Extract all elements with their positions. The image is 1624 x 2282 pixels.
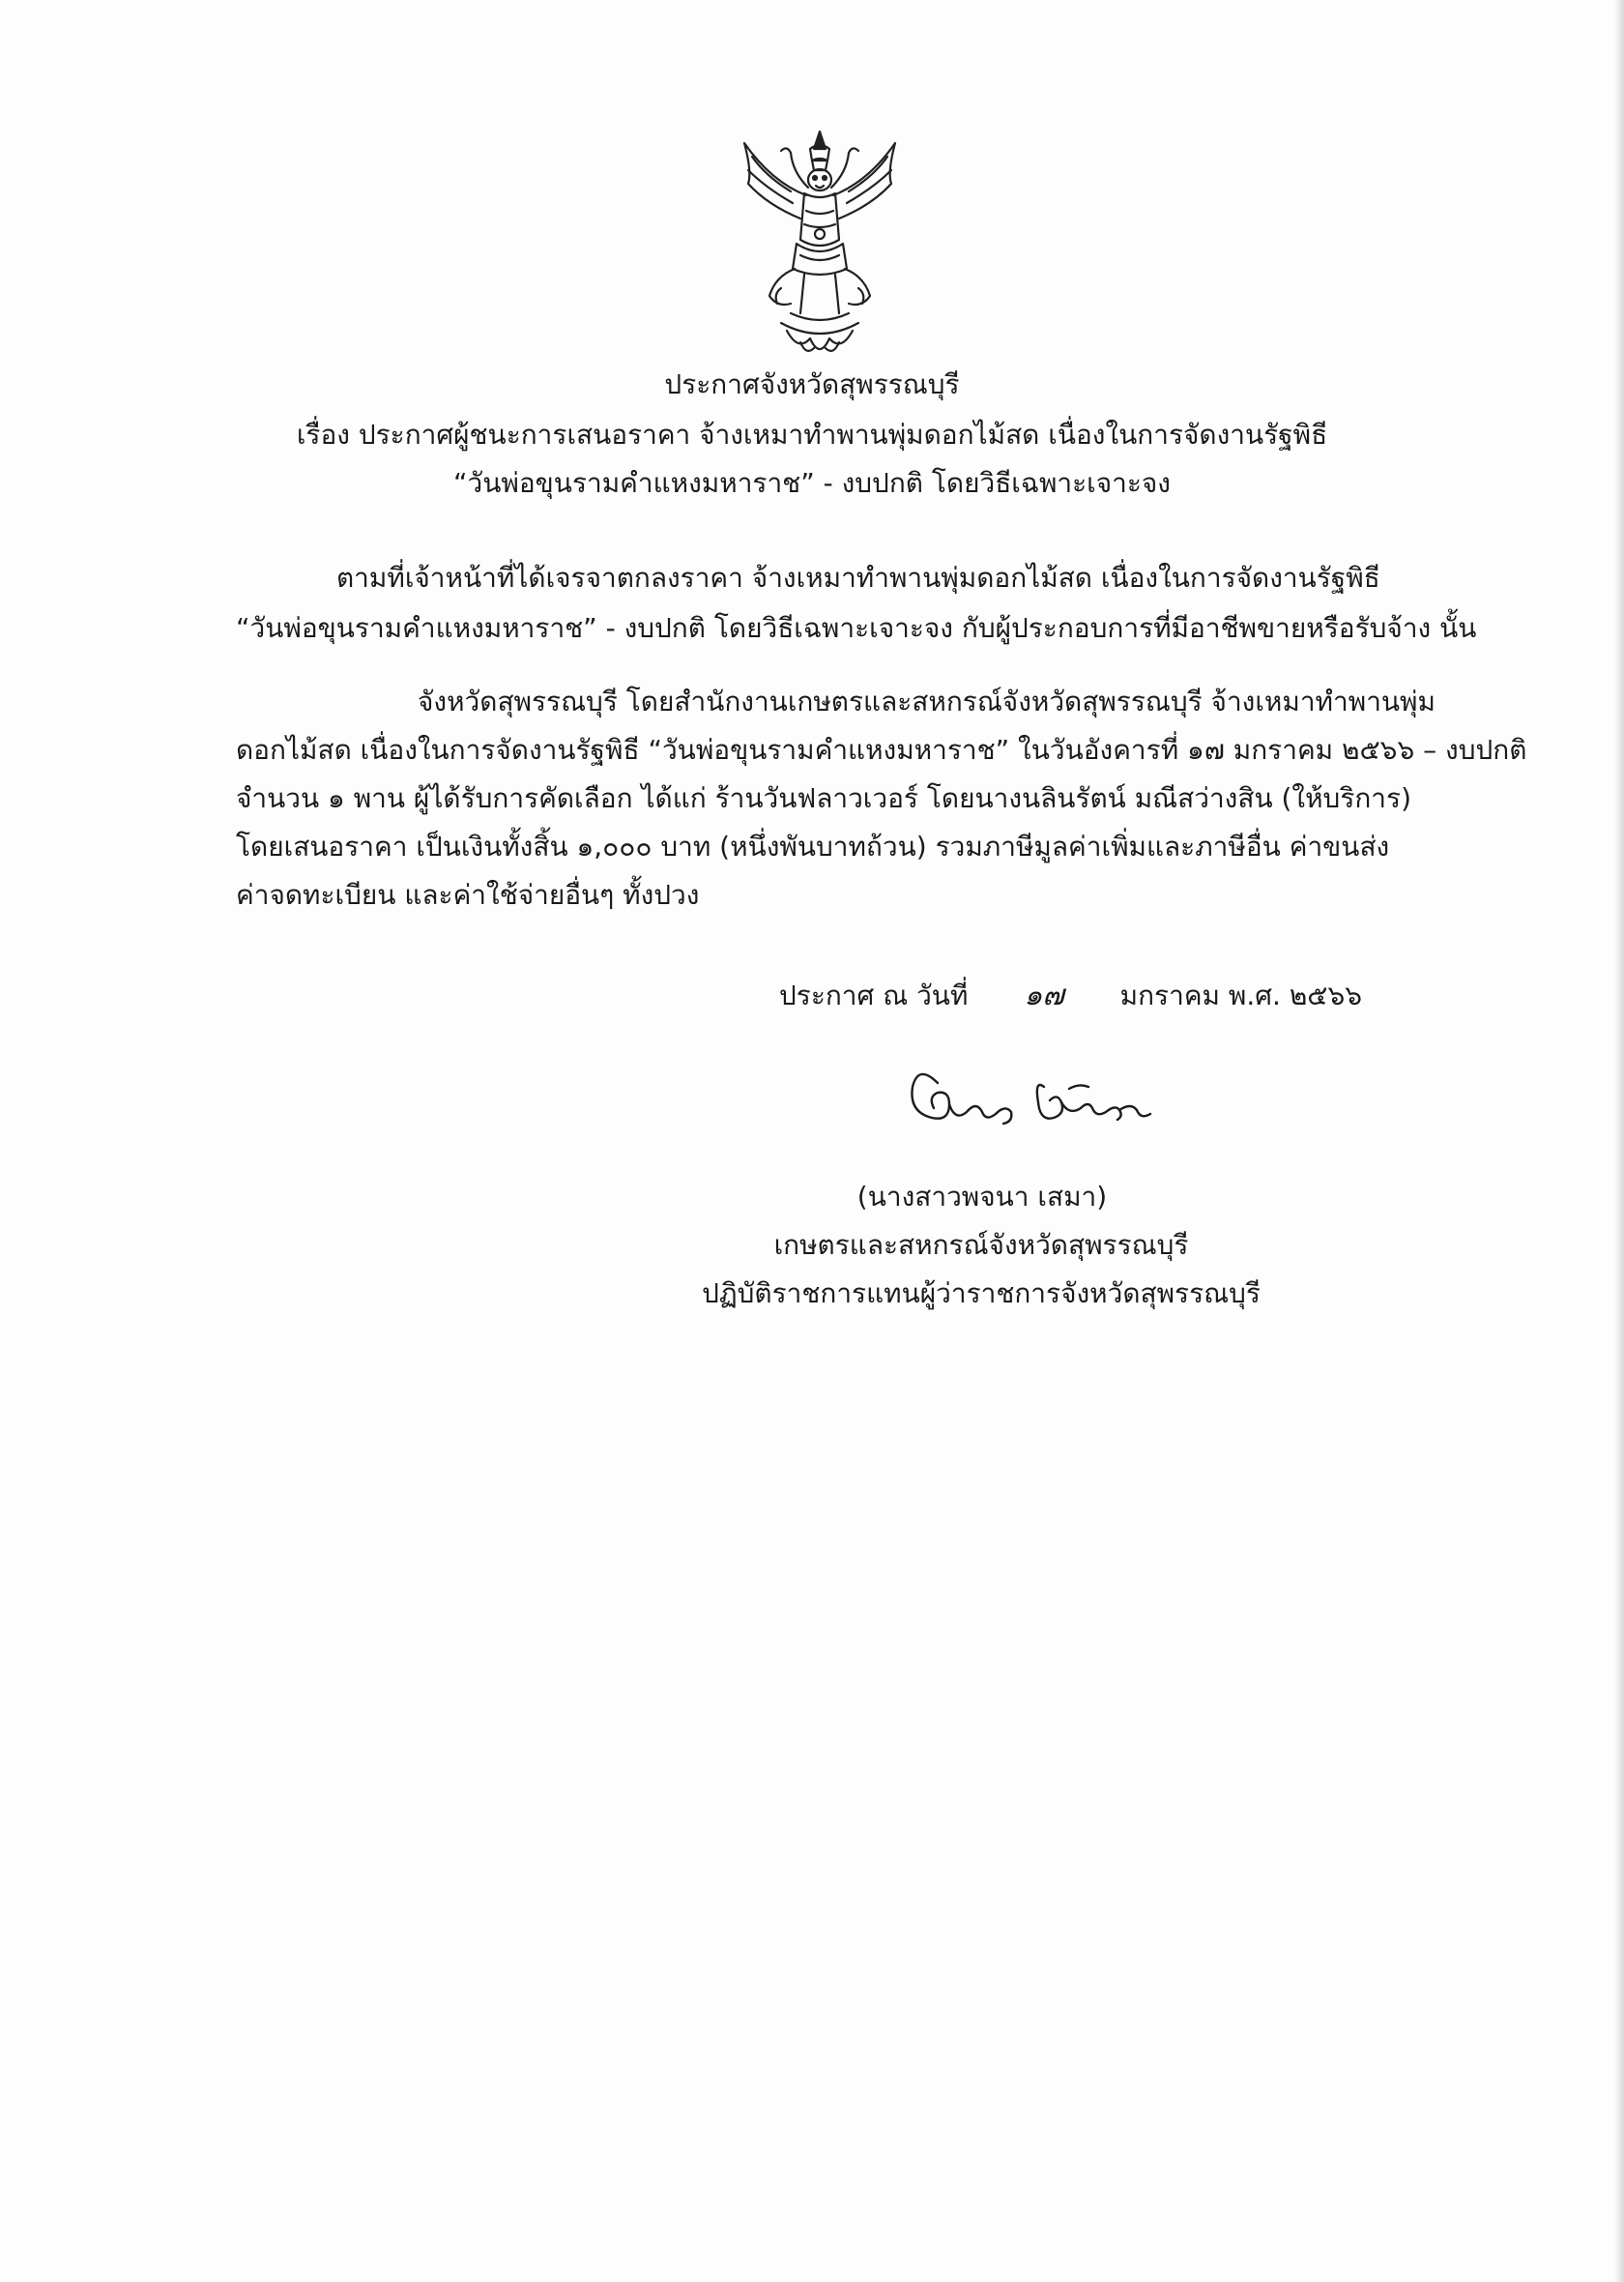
announcement-day: ๑๗	[1024, 979, 1064, 1012]
body-line-4: โดยเสนอราคา เป็นเงินทั้งสิ้น ๑,๐๐๐ บาท (หนึ่งพันบาทถ้วน) รวมภาษีมูลค่าเพิ่มและภาษีอื่น ค่าขนส่ง	[236, 831, 1390, 863]
body-line-5: ค่าจดทะเบียน และค่าใช้จ่ายอื่นๆ ทั้งปวง	[236, 879, 700, 911]
garuda-emblem-icon	[723, 124, 916, 366]
scan-edge-shadow	[1614, 0, 1624, 2282]
intro-line-1: ตามที่เจ้าหน้าที่ได้เจรจาตกลงราคา จ้างเหมาทำพานพุ่มดอกไม้สด เนื่องในการจัดงานรัฐพิธี	[336, 562, 1380, 594]
announcement-prefix: ประกาศ ณ วันที่	[779, 980, 969, 1011]
signature-mark	[899, 1044, 1228, 1151]
announcement-month-year: มกราคม พ.ศ. ๒๕๖๖	[1119, 980, 1363, 1011]
body-line-3: จำนวน ๑ พาน ผู้ได้รับการคัดเลือก ได้แก่ ร้านวันฟลาวเวอร์ โดยนางนลินรัตน์ มณีสว่างสิน (ให้บริการ)	[236, 782, 1411, 814]
signatory-name: (นางสาวพจนา เสมา)	[856, 1181, 1108, 1213]
signatory-position-2: ปฏิบัติราชการแทนผู้ว่าราชการจังหวัดสุพรรณบุรี	[702, 1277, 1261, 1309]
announcement-date-line	[779, 977, 1362, 1015]
signatory-position-1: เกษตรและสหกรณ์จังหวัดสุพรรณบุรี	[773, 1229, 1189, 1261]
document-subject-line-2: “วันพ่อขุนรามคำแหงมหาราช” - งบปกติ โดยวิธีเฉพาะเจาะจง	[453, 467, 1171, 499]
document-subject-line-1: เรื่อง ประกาศผู้ชนะการเสนอราคา จ้างเหมาทำพานพุ่มดอกไม้สด เนื่องในการจัดงานรัฐพิธี	[296, 419, 1328, 451]
intro-line-2: “วันพ่อขุนรามคำแหงมหาราช” - งบปกติ โดยวิธีเฉพาะเจาะจง กับผู้ประกอบการที่มีอาชีพขายหรือรับจ้าง นั้น	[236, 612, 1477, 644]
body-line-2: ดอกไม้สด เนื่องในการจัดงานรัฐพิธี “วันพ่อขุนรามคำแหงมหาราช” ในวันอังคารที่ ๑๗ มกราคม ๒๕๖๖ – งบปกติ	[236, 734, 1527, 766]
body-line-1: จังหวัดสุพรรณบุรี โดยสำนักงานเกษตรและสหกรณ์จังหวัดสุพรรณบุรี จ้างเหมาทำพานพุ่ม	[418, 686, 1436, 717]
document-title: ประกาศจังหวัดสุพรรณบุรี	[664, 368, 960, 400]
